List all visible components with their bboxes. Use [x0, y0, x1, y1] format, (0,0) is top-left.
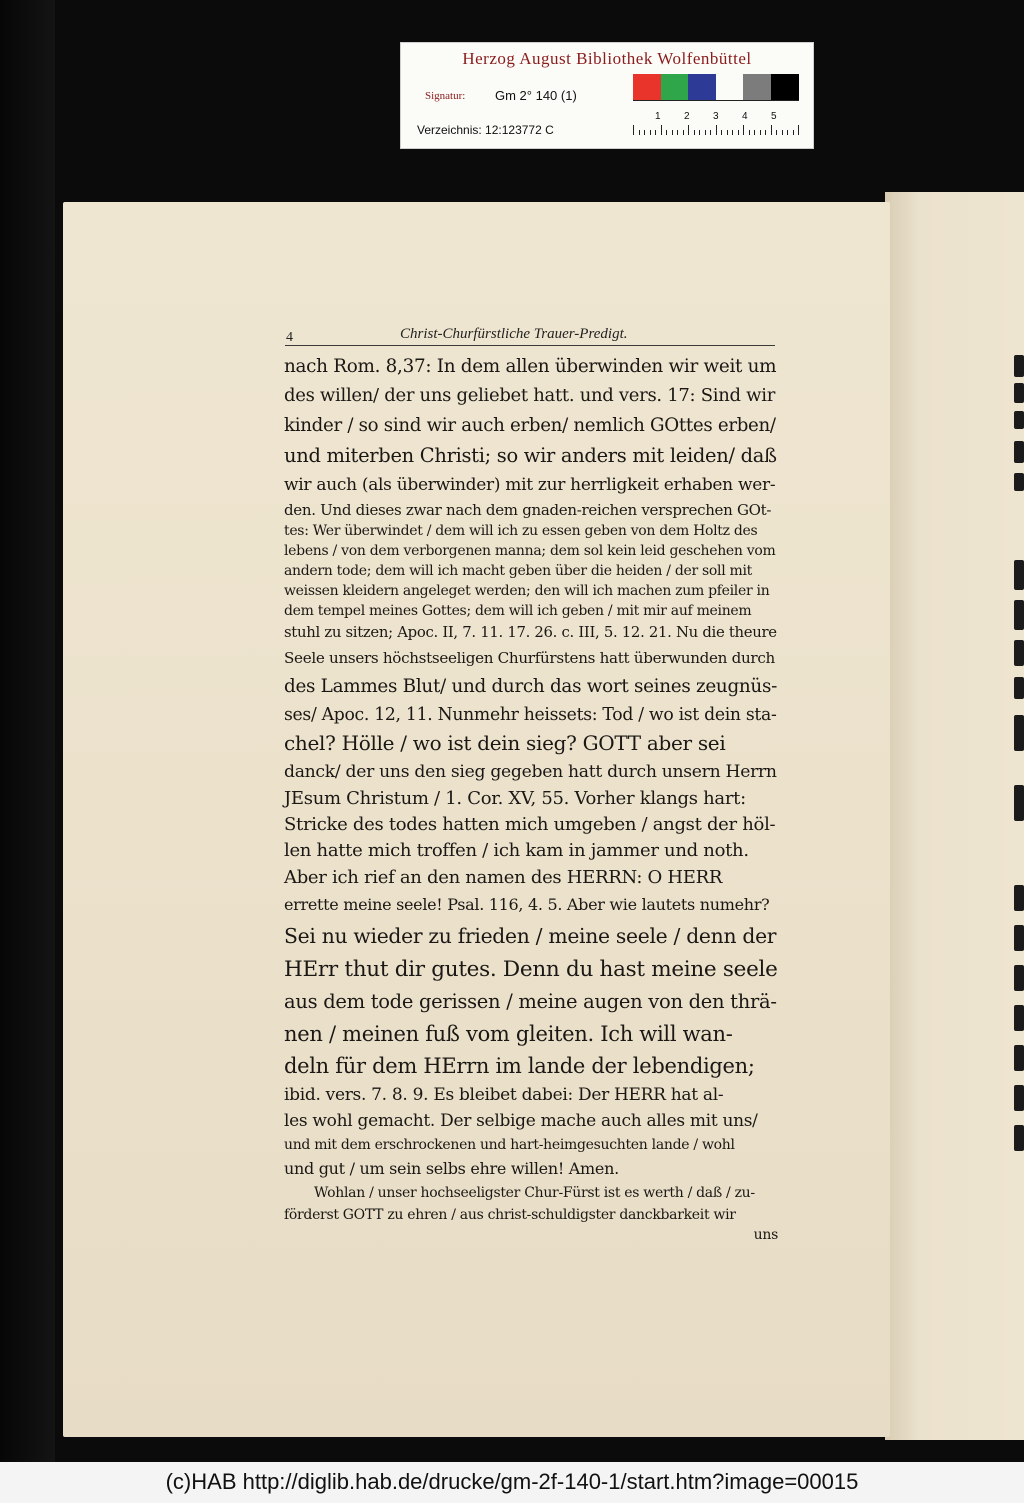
scale-tick — [705, 130, 706, 135]
type-fragment — [1014, 965, 1024, 991]
type-fragment — [1014, 600, 1024, 630]
text-line: tes: Wer überwindet / dem will ich zu essen geben von dem Holtz des — [284, 523, 758, 539]
color-swatch — [661, 74, 689, 100]
text-line: und gut / um sein selbs ehre willen! Amen. — [284, 1159, 619, 1178]
type-fragment — [1014, 1005, 1024, 1031]
library-name: Herzog August Bibliothek Wolfenbüttel — [462, 49, 752, 68]
scale-number: 4 — [742, 111, 748, 122]
type-fragment — [1014, 1085, 1024, 1111]
signatur-label: Signatur: — [425, 90, 466, 102]
text-line: weissen kleidern angeleget werden; den will ich machen zum pfeiler in — [284, 583, 770, 599]
scale-number: 2 — [684, 111, 690, 122]
scale-tick — [754, 130, 755, 135]
scale-tick — [771, 125, 772, 135]
text-line: lebens / von dem verborgenen manna; dem sol kein leid geschehen vom — [284, 543, 776, 559]
text-line: Seele unsers höchstseeligen Churfürstens hatt überwunden durch — [284, 649, 775, 667]
scale-tick — [793, 130, 794, 135]
scale-tick — [732, 130, 733, 135]
text-line: uns — [753, 1227, 778, 1243]
scale-number: 3 — [713, 111, 719, 122]
scale-number: 5 — [771, 111, 777, 122]
text-line: errette meine seele! Psal. 116, 4. 5. Aber wie lautets numehr? — [284, 895, 770, 914]
type-fragment — [1014, 885, 1024, 911]
text-line: und miterben Christi; so wir anders mit leiden/ daß — [284, 444, 777, 467]
scale-tick — [655, 130, 656, 135]
scale-number: 1 — [655, 111, 661, 122]
scale-tick — [694, 130, 695, 135]
scale-tick — [738, 130, 739, 135]
type-fragment — [1014, 473, 1024, 491]
scale-tick — [765, 130, 766, 135]
scale-tick — [688, 125, 689, 135]
scale-tick — [782, 130, 783, 135]
scale-tick — [743, 125, 744, 135]
header-rule — [285, 345, 775, 346]
scale-tick — [644, 130, 645, 135]
scale-tick — [661, 125, 662, 135]
text-line: stuhl zu sitzen; Apoc. II, 7. 11. 17. 26. c. III, 5. 12. 21. Nu die theure — [284, 624, 777, 641]
type-fragment — [1014, 355, 1024, 377]
signatur-value: Gm 2° 140 (1) — [495, 88, 577, 103]
color-swatch — [688, 74, 716, 100]
text-line: nach Rom. 8,37: In dem allen überwinden wir weit um — [284, 356, 777, 377]
scale-tick — [650, 130, 651, 135]
text-line: Aber ich rief an den namen des HERRN: O HERR — [284, 867, 723, 888]
library-card — [400, 42, 814, 149]
type-fragment — [1014, 925, 1024, 951]
scale-tick — [727, 130, 728, 135]
text-line: aus dem tode gerissen / meine augen von den thrä- — [284, 990, 777, 1013]
scale-tick — [716, 125, 717, 135]
type-fragment — [1014, 677, 1024, 699]
scale-tick — [787, 130, 788, 135]
type-fragment — [1014, 441, 1024, 463]
text-line: danck/ der uns den sieg gegeben hatt durch unsern Herrn — [284, 762, 777, 782]
scale-tick — [749, 130, 750, 135]
facing-page — [885, 192, 1024, 1440]
color-swatch — [633, 74, 661, 100]
type-fragment — [1014, 715, 1024, 751]
scale-tick — [710, 130, 711, 135]
scale-tick — [633, 125, 634, 135]
type-fragment — [1014, 785, 1024, 821]
text-line: förderst GOTT zu ehren / aus christ-schuldigster danckbarkeit wir — [284, 1207, 736, 1223]
scale-tick — [721, 130, 722, 135]
text-block — [284, 352, 778, 1244]
text-line: andern tode; dem will ich macht geben über die heiden / der soll mit — [284, 563, 753, 579]
text-line: ibid. vers. 7. 8. 9. Es bleibet dabei: Der HERR hat al- — [284, 1085, 724, 1105]
type-fragment — [1014, 640, 1024, 666]
scale-tick — [639, 130, 640, 135]
type-fragment — [1014, 560, 1024, 590]
type-fragment — [1014, 411, 1024, 429]
scale-tick — [798, 125, 799, 135]
scale-tick — [666, 130, 667, 135]
text-line: JEsum Christum / 1. Cor. XV, 55. Vorher klangs hart: — [284, 788, 746, 809]
scale-tick — [776, 130, 777, 135]
scale-tick — [699, 130, 700, 135]
text-line: chel? Hölle / wo ist dein sieg? GOTT aber sei — [284, 731, 726, 755]
text-line: kinder / so sind wir auch erben/ nemlich GOttes erben/ — [284, 415, 776, 436]
type-fragment — [1014, 1125, 1024, 1151]
text-line: Stricke des todes hatten mich umgeben / angst der höl- — [284, 814, 776, 835]
color-swatch — [743, 74, 771, 100]
text-line: Sei nu wieder zu frieden / meine seele / denn der — [284, 924, 777, 948]
text-line: des Lammes Blut/ und durch das wort seines zeugnüs- — [284, 676, 777, 697]
text-line: len hatte mich troffen / ich kam in jammer und noth. — [284, 840, 749, 861]
text-line: und mit dem erschrockenen und hart-heimgesuchten lande / wohl — [284, 1137, 735, 1153]
type-fragment — [1014, 1045, 1024, 1071]
text-line: HErr thut dir gutes. Denn du hast meine seele — [284, 957, 778, 982]
left-dark-edge — [0, 0, 55, 1462]
text-line: den. Und dieses zwar nach dem gnaden-reichen versprechen GOt- — [284, 501, 772, 519]
text-line: deln für dem HErrn im lande der lebendigen; — [284, 1054, 755, 1078]
page-number: 4 — [286, 330, 293, 345]
measurement-scale — [633, 100, 799, 135]
scale-tick — [683, 130, 684, 135]
text-line: des willen/ der uns geliebet hatt. und vers. 17: Sind wir — [284, 385, 776, 406]
text-line: Wohlan / unser hochseeligster Chur-Fürst ist es werth / daß / zu- — [314, 1185, 755, 1201]
text-line: nen / meinen fuß vom gleiten. Ich will wan- — [284, 1022, 733, 1046]
verzeichnis-number: Verzeichnis: 12:123772 C — [417, 123, 554, 137]
copyright-bar — [0, 1462, 1024, 1503]
running-head: Christ-Churfürstliche Trauer-Predigt. — [400, 326, 628, 342]
scale-tick — [672, 130, 673, 135]
color-swatch — [771, 74, 799, 100]
type-fragment — [1014, 383, 1024, 403]
text-line: ses/ Apoc. 12, 11. Nunmehr heissets: Tod / wo ist dein sta- — [284, 705, 777, 725]
text-line: wir auch (als überwinder) mit zur herrligkeit erhaben wer- — [284, 475, 776, 495]
copyright-url: (c)HAB http://diglib.hab.de/drucke/gm-2f-140-1/start.htm?image=00015 — [165, 1469, 859, 1494]
text-line: dem tempel meines Gottes; dem will ich geben / mit mir auf meinem — [284, 603, 752, 619]
scale-tick — [760, 130, 761, 135]
scale-tick — [677, 130, 678, 135]
text-line: les wohl gemacht. Der selbige mache auch alles mit uns/ — [284, 1111, 758, 1131]
